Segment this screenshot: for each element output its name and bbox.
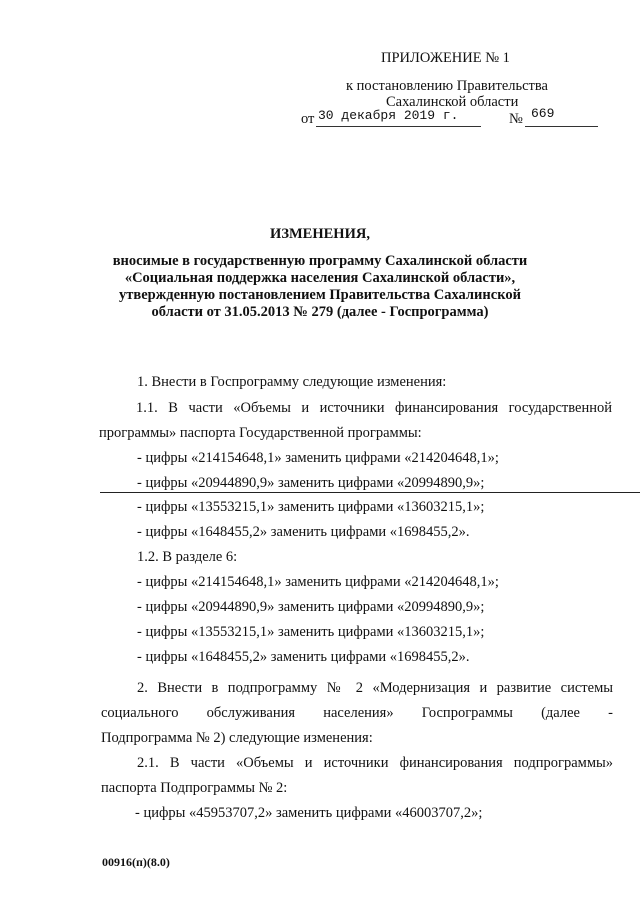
para-1-1-line-2: программы» паспорта Государственной программы: <box>99 425 422 441</box>
para-2-1-line-1: 2.1. В части «Объемы и источники финансирования подпрограммы» <box>137 755 613 771</box>
scan-line <box>100 492 640 493</box>
heading-line-3: утвержденную постановлением Правительства Сахалинской <box>119 287 521 303</box>
annex-line-2: Сахалинской области <box>386 94 519 110</box>
para-1-2: 1.2. В разделе 6: <box>137 549 238 565</box>
date-underline <box>316 126 481 127</box>
annex-number-handwritten: 669 <box>531 106 555 121</box>
list-item: - цифры «20944890,9» заменить цифрами «20994890,9»; <box>137 475 485 491</box>
list-item: - цифры «13553215,1» заменить цифрами «13603215,1»; <box>137 499 485 515</box>
para-2-1-line-2: паспорта Подпрограммы № 2: <box>101 780 288 796</box>
para-2-line-3: Подпрограмма № 2) следующие изменения: <box>101 730 373 746</box>
para-1-1-line-1: 1.1. В части «Объемы и источники финансирования государственной <box>136 400 612 416</box>
list-item: - цифры «214154648,1» заменить цифрами «214204648,1»; <box>137 574 499 590</box>
heading-title: ИЗМЕНЕНИЯ, <box>270 226 370 242</box>
list-item: - цифры «1648455,2» заменить цифрами «1698455,2». <box>137 649 470 665</box>
annex-number-prefix: № <box>509 111 523 127</box>
para-2-line-2: социального обслуживания населения» Госпрограммы (далее - <box>101 705 613 721</box>
para-2-line-1: 2. Внести в подпрограмму № 2 «Модернизация и развитие системы <box>137 680 613 696</box>
annex-from-prefix: от <box>301 111 315 127</box>
heading-line-1: вносимые в государственную программу Сахалинской области <box>112 253 528 269</box>
list-item: - цифры «1648455,2» заменить цифрами «1698455,2». <box>137 524 470 540</box>
list-item: - цифры «214154648,1» заменить цифрами «214204648,1»; <box>137 450 499 466</box>
annex-title: ПРИЛОЖЕНИЕ № 1 <box>381 50 510 66</box>
number-underline <box>525 126 598 127</box>
annex-line-1: к постановлению Правительства <box>346 78 548 94</box>
list-item: - цифры «45953707,2» заменить цифрами «46003707,2»; <box>135 805 483 821</box>
list-item: - цифры «13553215,1» заменить цифрами «13603215,1»; <box>137 624 485 640</box>
heading-line-2: «Социальная поддержка населения Сахалинской области», <box>124 270 516 286</box>
footer-code: 00916(п)(8.0) <box>102 855 170 869</box>
heading-line-4: области от 31.05.2013 № 279 (далее - Госпрограмма) <box>151 304 489 320</box>
list-item: - цифры «20944890,9» заменить цифрами «20994890,9»; <box>137 599 485 615</box>
para-1: 1. Внести в Госпрограмму следующие изменения: <box>137 374 447 390</box>
annex-date-handwritten: 30 декабря 2019 г. <box>318 108 459 123</box>
